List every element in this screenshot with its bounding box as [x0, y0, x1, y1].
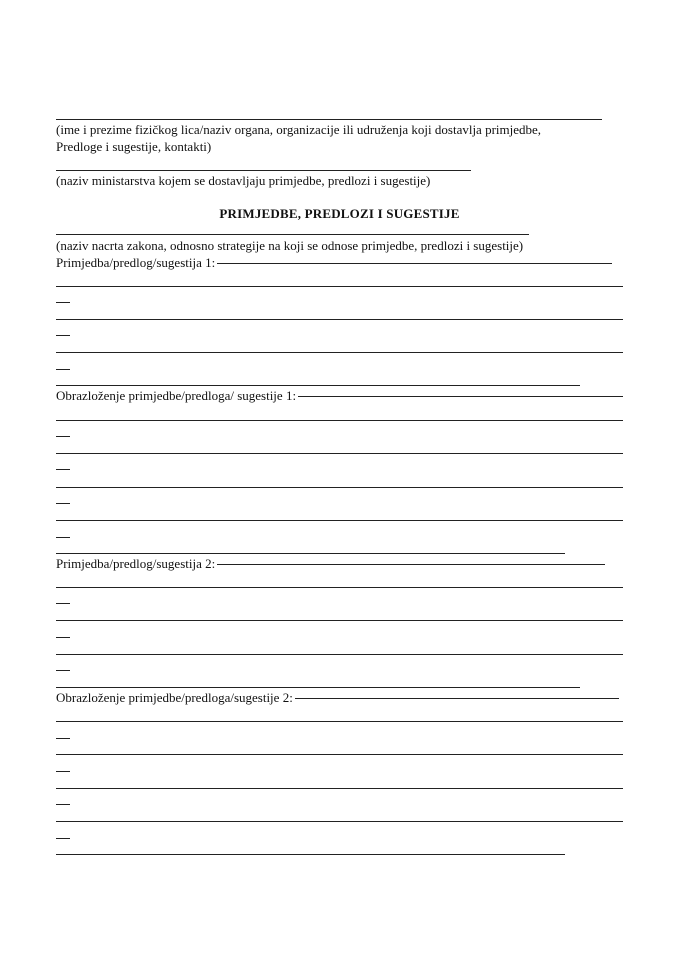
- draft-input-line[interactable]: [56, 234, 529, 235]
- explanation1-line[interactable]: [56, 520, 623, 521]
- explanation2-dash: [56, 804, 70, 805]
- remark1-dash: [56, 302, 70, 303]
- ministry-input-line[interactable]: [56, 170, 471, 171]
- explanation1-dash: [56, 503, 70, 504]
- remark1-line[interactable]: [56, 385, 580, 386]
- remark2-line[interactable]: [56, 587, 623, 588]
- explanation2-dash: [56, 771, 70, 772]
- remark2-row[interactable]: [56, 556, 605, 572]
- remark1-dash: [56, 335, 70, 336]
- remark2-dash: [56, 670, 70, 671]
- explanation1-dash: [56, 469, 70, 470]
- explanation2-line[interactable]: [56, 754, 623, 755]
- remark1-input-line[interactable]: [217, 263, 612, 264]
- explanation2-input-line[interactable]: [295, 698, 619, 699]
- explanation1-input-line[interactable]: [298, 396, 623, 397]
- explanation1-label: Obrazloženje primjedbe/predloga/ sugestije 1:: [56, 388, 297, 403]
- explanation2-dash: [56, 838, 70, 839]
- explanation1-line[interactable]: [56, 487, 623, 488]
- explanation2-line[interactable]: [56, 854, 565, 855]
- ministry-caption: (naziv ministarstva kojem se dostavljaju primjedbe, predlozi i sugestije): [56, 173, 431, 188]
- explanation1-dash: [56, 436, 70, 437]
- explanation2-dash: [56, 738, 70, 739]
- remark2-line[interactable]: [56, 654, 623, 655]
- remark1-label: Primjedba/predlog/sugestija 1:: [56, 255, 216, 270]
- remark1-line[interactable]: [56, 319, 623, 320]
- explanation1-dash: [56, 537, 70, 538]
- remark1-row[interactable]: [56, 255, 612, 271]
- sender-caption-line1: (ime i prezime fizičkog lica/naziv organa, organizacije ili udruženja koji dostavlja primjedbe,: [56, 122, 542, 137]
- remark1-dash: [56, 369, 70, 370]
- explanation2-line[interactable]: [56, 721, 623, 722]
- explanation1-row[interactable]: [56, 388, 623, 404]
- sender-input-line[interactable]: [56, 119, 602, 120]
- explanation1-line[interactable]: [56, 553, 565, 554]
- draft-caption: (naziv nacrta zakona, odnosno strategije na koji se odnose primjedbe, predlozi i sugestije): [56, 238, 524, 253]
- explanation2-line[interactable]: [56, 788, 623, 789]
- remark2-dash: [56, 637, 70, 638]
- sender-caption-line2: Predloge i sugestije, kontakti): [56, 139, 212, 154]
- page-title: PRIMJEDBE, PREDLOZI I SUGESTIJE: [219, 206, 460, 221]
- remark2-input-line[interactable]: [217, 564, 605, 565]
- explanation2-label: Obrazloženje primjedbe/predloga/sugestije 2:: [56, 690, 293, 705]
- explanation2-row[interactable]: [56, 690, 619, 706]
- remark2-line[interactable]: [56, 620, 623, 621]
- remark2-label: Primjedba/predlog/sugestija 2:: [56, 556, 216, 571]
- remark1-line[interactable]: [56, 286, 623, 287]
- explanation1-line[interactable]: [56, 420, 623, 421]
- explanation2-line[interactable]: [56, 821, 623, 822]
- explanation1-line[interactable]: [56, 453, 623, 454]
- remark1-line[interactable]: [56, 352, 623, 353]
- remark2-line[interactable]: [56, 687, 580, 688]
- remark2-dash: [56, 603, 70, 604]
